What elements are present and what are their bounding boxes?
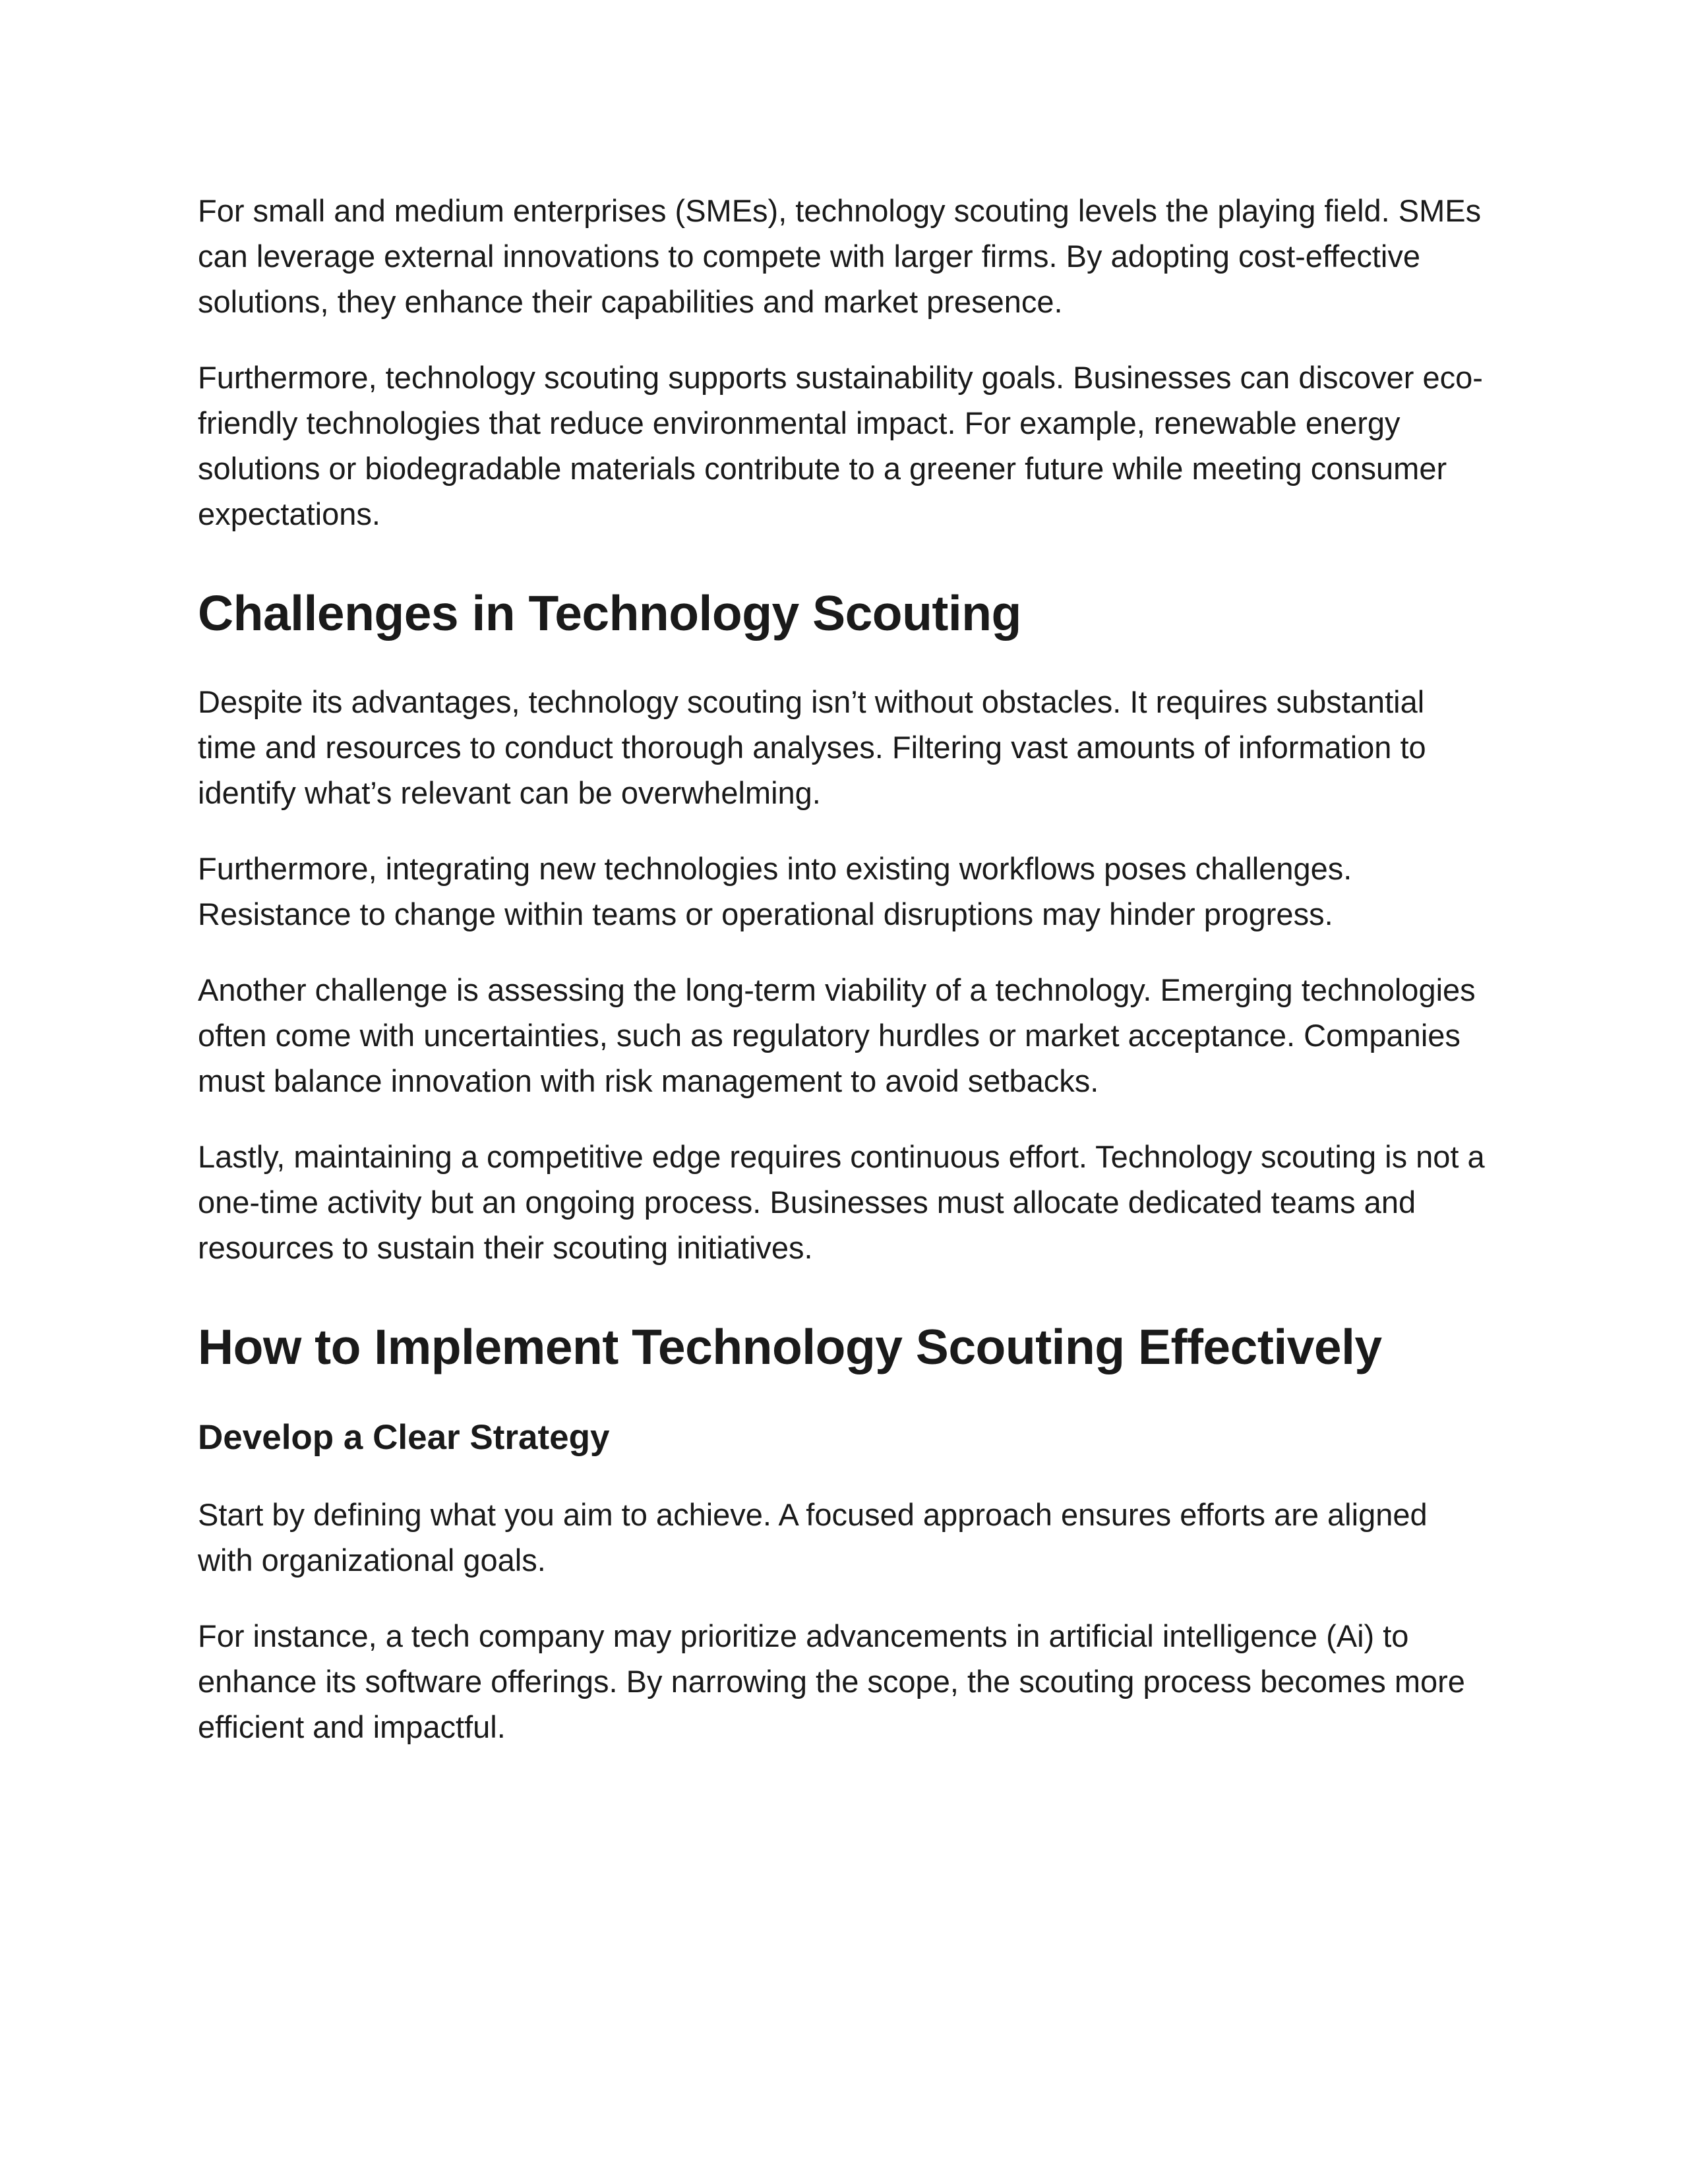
heading-challenges: Challenges in Technology Scouting [198,585,1021,641]
subheading-strategy: Develop a Clear Strategy [198,1418,610,1457]
paragraph-example-ai: For instance, a tech company may prioritize advancements in artificial intelligence (Ai) to enhance its software offerings. By narrowing the scope, the scouting process becomes more efficient and impactful. [198,1618,1465,1744]
heading-implement: How to Implement Technology Scouting Effectively [198,1319,1382,1374]
paragraph-sustainability: Furthermore, technology scouting supports sustainability goals. Businesses can discover eco-friendly technologies that reduce environmental impact. For example, renewable energy solutions or biodegradable materials contribute to a greener future while meeting consumer expectations. [198,360,1483,531]
paragraph-continuous-effort: Lastly, maintaining a competitive edge requires continuous effort. Technology scouting is not a one-time activity but an ongoing process. Businesses must allocate dedicated teams and resources to sustain their scouting initiatives. [198,1139,1485,1265]
paragraph-integration: Furthermore, integrating new technologies into existing workflows poses challenges. Resistance to change within teams or operational disruptions may hinder progress. [198,851,1352,931]
paragraph-define-goals: Start by defining what you aim to achieve. A focused approach ensures efforts are aligned with organizational goals. [198,1497,1428,1578]
document-page [198,188,1490,1780]
paragraph-viability: Another challenge is assessing the long-term viability of a technology. Emerging technologies often come with uncertainties, such as regulatory hurdles or market acceptance. Companies must balance innovation with risk management to avoid setbacks. [198,972,1476,1098]
paragraph-smes: For small and medium enterprises (SMEs), technology scouting levels the playing field. SMEs can leverage external innovations to compete with larger firms. By adopting cost-effective solutions, they enhance their capabilities and market presence. [198,193,1482,319]
paragraph-obstacles: Despite its advantages, technology scouting isn’t without obstacles. It requires substantial time and resources to conduct thorough analyses. Filtering vast amounts of information to identify what’s relevant can be overwhelming. [198,684,1426,810]
